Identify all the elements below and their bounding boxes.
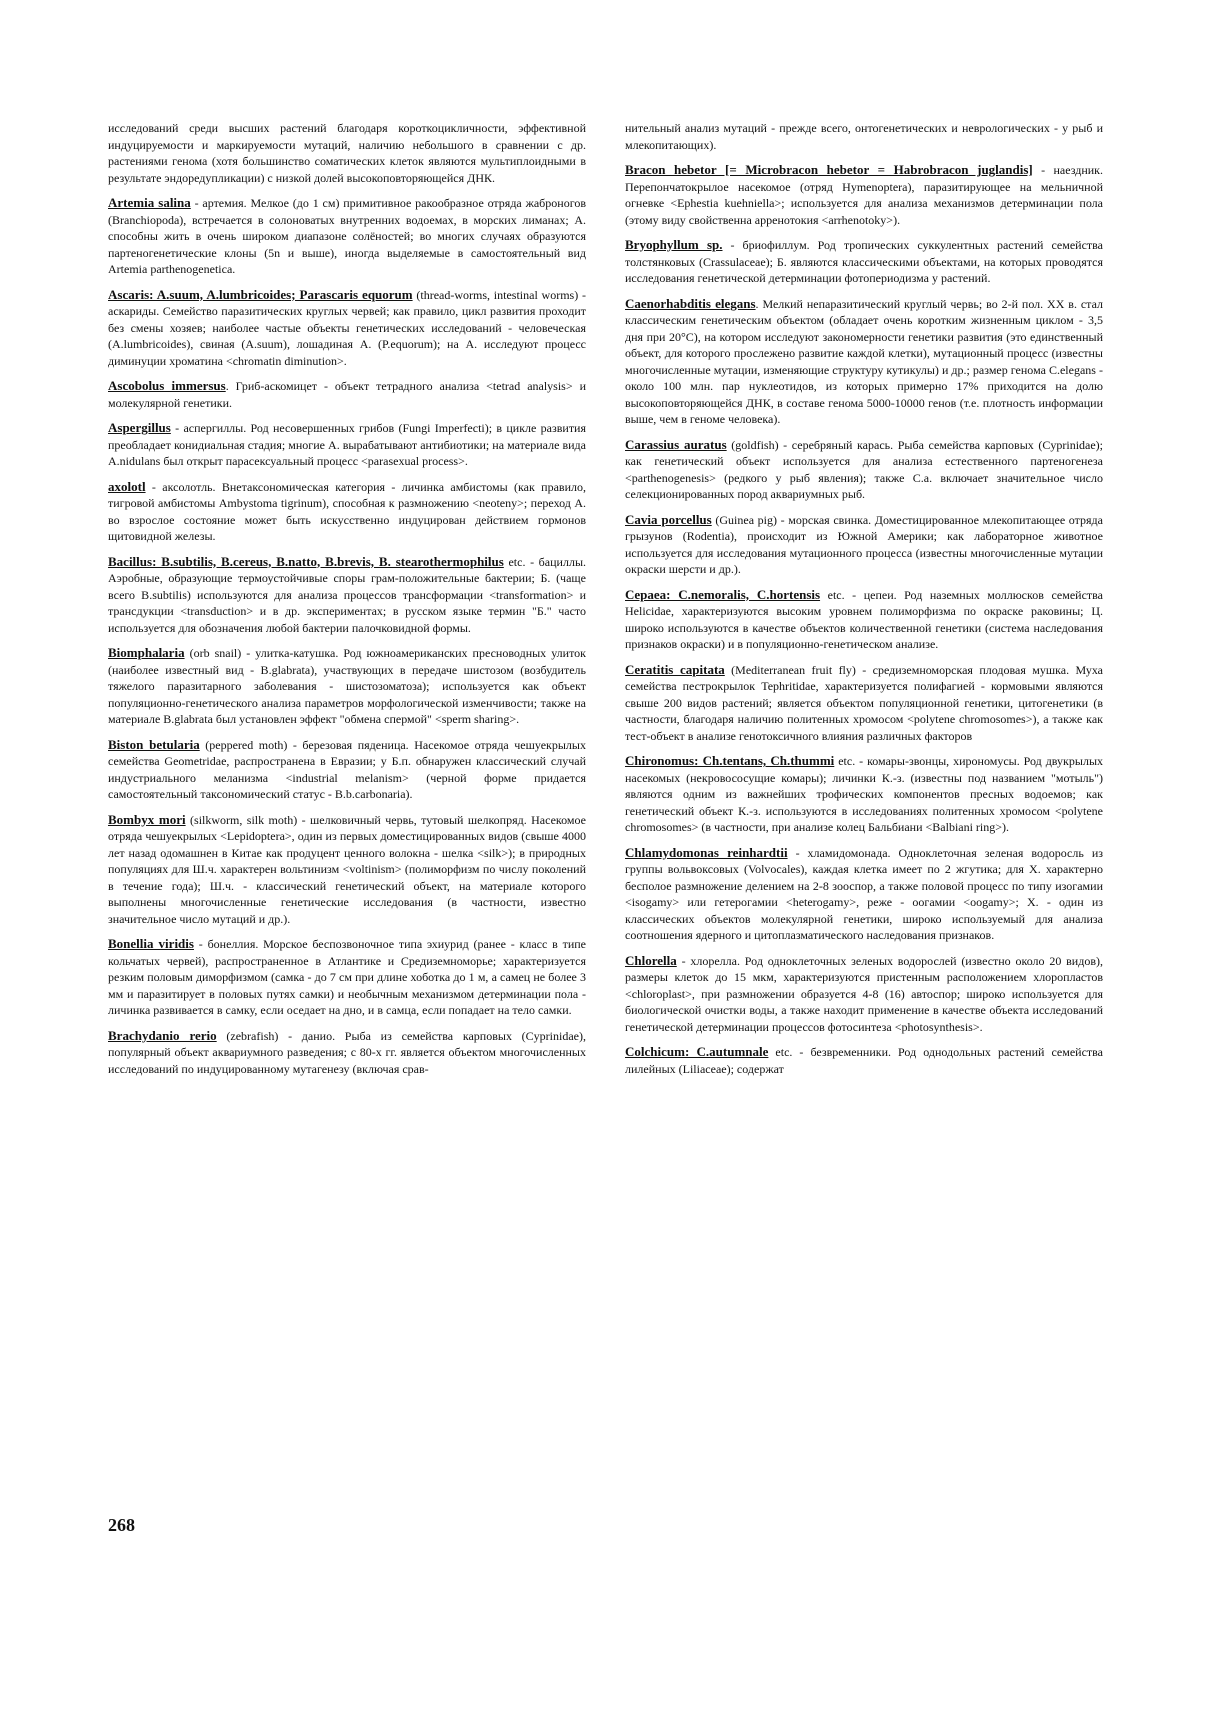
dictionary-entry — [625, 237, 1103, 287]
entry-definition: нительный анализ мутаций - прежде всего, онтогенетических и неврологических - у рыб и млекопитающих). — [625, 121, 1103, 152]
entry-term: Bacillus: B.subtilis, B.cereus, B.natto, B.brevis, B. stearothermophilus — [108, 553, 504, 569]
page-number: 268 — [108, 1515, 135, 1535]
dictionary-entry — [108, 287, 586, 370]
entry-term: Colchicum: C.autumnale — [625, 1044, 769, 1059]
entry-term: Biston betularia — [108, 736, 200, 752]
entry-definition: (goldfish) - серебряный карась. Рыба семейства карповых (Cyprinidae); как генетический объект используется для анализа естественного партеногенеза <parthenogenesis> (редкого у рыб явления); также С.а. включает значительное число селекционированных пород аквариумных рыб. — [625, 437, 1103, 501]
entry-definition: (Mediterranean fruit fly) - средиземноморская плодовая мушка. Муха семейства пестрокрылок Tephritidae, характеризуется полифагией - кормовыми являются свыше 200 видов растений; является объектом популяционной генетики, цитогенетики (в частности, благодаря наличию политенных хромосом <polytene chromosomes>), а также как тест-объект в анализе генотоксичного влияния различных факторов — [625, 662, 1103, 743]
dictionary-entry — [108, 420, 586, 470]
entry-term: Cepaea: C.nemoralis, C.hortensis — [625, 586, 821, 602]
dictionary-entry — [625, 120, 1103, 153]
entry-definition: (orb snail) - улитка-катушка. Род южноамериканских пресноводных улиток (наиболее известный вид - B.glabrata), участвующих в передаче шистозом (возбудитель тяжелого паразитарного заболевания - шистозоматоза); используется как объект популяционно-генетического анализа параметров морфологической изменчивости; также на материале B.glabrata был установлен эффект "обмена спермой" <sperm sharing>. — [108, 646, 586, 726]
entry-definition: (Guinea pig) - морская свинка. Доместицированное млекопитающее отряда грызунов (Rodentia), происходит из Южной Америки; как лабораторное животное используется для исследования мутационного процесса (известны многочисленные мутации окраски шерсти и др.). — [625, 512, 1103, 576]
entry-definition: - аспергиллы. Род несовершенных грибов (Fungi Imperfecti); в цикле развития преобладает конидиальная стадия; многие А. вырабатывают антибиотики; на материале вида A.nidulans был открыт парасексуальный процесс <parasexual process>. — [108, 421, 586, 468]
entry-definition: - наездник. Перепончатокрылое насекомое (отряд Hymenoptera), паразитирующее на мельничной огневке <Ephestia kuehniella>; используется для анализа механизмов детерминации пола (этому виду свойственна арренотокия <arrhenotoky>). — [625, 163, 1103, 227]
dictionary-entry — [108, 812, 586, 928]
dictionary-entry — [625, 437, 1103, 503]
dictionary-entry — [625, 162, 1103, 228]
dictionary-entry — [108, 1028, 586, 1078]
entry-term: Ceratitis capitata — [625, 661, 725, 677]
dictionary-entry — [108, 120, 586, 186]
entry-definition: etc. - безвременники. Род однодольных растений семейства лилейных (Liliaceae); содержат — [625, 1045, 1103, 1076]
dictionary-entry — [625, 662, 1103, 745]
entry-definition: исследований среди высших растений благодаря короткоцикличности, эффективной индуцируемости и маркируемости мутаций, наличию небольшого в сравнении с др. растениями генома (хотя большинство соматических клеток являются мультиплоидными в результате эндоредупликации) с низкой долей высокоповторяющейся ДНК. — [108, 121, 586, 185]
entry-definition: (thread-worms, intestinal worms) - аскариды. Семейство паразитических круглых червей; как правило, цикл развития проходит без смены хозяев; наиболее частые объекты генетических исследований - человеческая (A.lumbricoides), свиная (A.suum), лошадиная А. (P.equorum); на А. исследуют процесс диминуции хроматина <chromatin diminution>. — [108, 287, 586, 368]
entry-definition: - хлорелла. Род одноклеточных зеленых водорослей (известно около 20 видов), размеры клеток до 15 мкм, характеризуются пристенным расположением хлоропластов <chloroplast>, при размножении образуется 4-8 (16) автоспор; широко используется для биологической очистки воды, а также находит применение в качестве объекта исследований генетической детерминации процессов фотосинтеза <photosynthesis>. — [625, 953, 1103, 1034]
entry-definition: - хламидомонада. Одноклеточная зеленая водоросль из группы вольвоксовых (Volvocales), каждая клетка имеет по 2 жгутика; для Х. характерно бесполое размножение делением на 2-8 зооспор, а также половой процесс по типу изогамии <isogamy> или гетерогамии <heterogamy>, реже - оогамии <oogamy>; Х. - один из классических объектов молекулярной генетики, широко используемый для анализа соотношения ядерного и цитоплазматического наследования признаков. — [625, 845, 1103, 942]
entry-term: Aspergillus — [108, 420, 171, 435]
entry-term: Bonellia viridis — [108, 936, 194, 951]
entry-definition: (peppered moth) - березовая пяденица. Насекомое отряда чешуекрылых семейства Geometridae, распространена в Евразии; у Б.п. обнаружен классический случай индустриального меланизма <industrial melanism> (черной форме придается самостоятельный таксономический статус - B.b.carbonaria). — [108, 737, 586, 801]
dictionary-entry — [108, 936, 586, 1019]
entry-term: Chironomus: Ch.tentans, Ch.thummi — [625, 753, 835, 768]
dictionary-entry — [625, 587, 1103, 653]
entry-term: axolotl — [108, 478, 146, 494]
right-column — [625, 120, 1103, 1510]
dictionary-entry — [108, 737, 586, 803]
entry-term: Bryophyllum sp. — [625, 237, 723, 252]
dictionary-entry — [625, 845, 1103, 944]
entry-definition: - бонеллия. Морское беспозвоночное типа эхиурид (ранее - класс в типе кольчатых червей), распространенное в Атлантике и Средиземноморье; характеризуется резким половым диморфизмом (самка - до 7 см при длине хоботка до 1 м, а самец не более 3 мм и паразитирует в половых путях самки) и необычным механизмом детерминации пола - личинка развивается в самку, если оседает на дно, и в самца, если попадает на тело самки. — [108, 937, 586, 1017]
entry-definition: etc. - комары-звонцы, хирономусы. Род двукрылых насекомых (некровососущие комары); личинки К.-з. (известны под названием "мотыль") являются одним из важнейших трофических компонентов пресных водоемов; как генетический объект К.-з. используются в исследованиях политенных хромосом <polytene chromosomes> (в частности, при анализе колец Бальбиани <Balbiani ring>). — [625, 754, 1103, 834]
entry-term: Biomphalaria — [108, 645, 185, 660]
entry-definition: . Мелкий непаразитический круглый червь; во 2-й пол. XX в. стал классическим генетическим объектом (обладает очень коротким жизненным циклом - 3,5 дня при 20°C), на котором исследуют закономерности генетики развития (это единственный объект, для которого прослежено развитие каждой клетки), мутационный процесс (известны многочисленные мутации, изменяющие структуру кутикулы) и др.; размер генома C.elegans - около 100 млн. пар нуклеотидов, из которых примерно 17% приходится на долю высокоповторяющейся ДНК, в составе генома 5000-10000 генов (т.е. плотность информации выше, чем в геноме человека). — [625, 296, 1103, 426]
entry-term: Caenorhabditis elegans — [625, 295, 756, 311]
entry-definition: - аксолотль. Внетаксономическая категория - личинка амбистомы (как правило, тигровой амбистомы Ambystoma tigrinum), способная к размножению <neoteny>; переход А. во взрослое состояние может быть искусственно индуцирован действием гормонов щитовидной железы. — [108, 479, 586, 543]
entry-term: Ascobolus immersus — [108, 378, 226, 393]
dictionary-entry — [108, 378, 586, 411]
entry-definition: - артемия. Мелкое (до 1 см) примитивное ракообразное отряда жаброногов (Branchiopoda), встречается в солоноватых внутренних водоемах, в морских лиманах; А. способны жить в очень широком диапазоне солёностей; во многих случаях образуются партеногенетические клоны (5n и выше), иногда выделяемые в самостоятельный вид Artemia parthenogenetica. — [108, 196, 586, 276]
entry-term: Brachydanio rerio — [108, 1027, 217, 1043]
dictionary-entry — [625, 953, 1103, 1036]
entry-term: Carassius auratus — [625, 436, 727, 452]
entry-term: Ascaris: A.suum, A.lumbricoides; Parascaris equorum — [108, 286, 413, 302]
dictionary-entry — [108, 479, 586, 545]
dictionary-entry — [108, 195, 586, 278]
dictionary-entry — [625, 1044, 1103, 1077]
entry-definition: . Гриб-аскомицет - объект тетрадного анализа <tetrad analysis> и молекулярной генетики. — [108, 379, 586, 410]
dictionary-entry — [625, 753, 1103, 836]
dictionary-entry — [108, 554, 586, 637]
entry-term: Bombyx mori — [108, 811, 186, 827]
dictionary-entry — [108, 645, 586, 728]
entry-definition: etc. - бациллы. Аэробные, образующие термоустойчивые споры грам-положительные бактерии; Б. (чаще всего B.subtilis) используются для анализа процессов трансформации <transformation> и трансдукции <transduction> и в др. экспериментах; в русском языке термин "Б." часто используется для обозначения любой бактерии палочковидной формы. — [108, 554, 586, 635]
entry-definition: (silkworm, silk moth) - шелковичный червь, тутовый шелкопряд. Насекомое отряда чешуекрылых <Lepidoptera>, один из первых доместицированных видов (свыше 4000 лет назад одомашнен в Китае как продуцент ценного волокна - шелка <silk>); в природных популяциях для Ш.ч. характерен вольтинизм <voltinism> (полиморфизм по числу поколений в течение года); Ш.ч. - классический генетический объект, на материале которого выполнены многочисленные генетические исследования (в частности, известно значительное число мутаций и др.). — [108, 812, 586, 926]
entry-term: Cavia porcellus — [625, 511, 712, 527]
dictionary-entry — [625, 512, 1103, 578]
entry-term: Chlamydomonas reinhardtii — [625, 844, 788, 860]
entry-term: Chlorella — [625, 952, 677, 968]
entry-definition: (zebrafish) - данио. Рыба из семейства карповых (Cyprinidae), популярный объект аквариумного разведения; с 80-х гг. является объектом многочисленных исследований по индуцированному мутагенезу (включая срав- — [108, 1028, 586, 1076]
entry-definition: - бриофиллум. Род тропических суккулентных растений семейства толстянковых (Crassulaceae); Б. являются классическими объектами, на которых проводятся исследования генетической детерминации фотопериодизма у растений. — [625, 238, 1103, 285]
entry-term: Artemia salina — [108, 195, 191, 210]
entry-term: Bracon hebetor [= Microbracon hebetor = Habrobracon juglandis] — [625, 162, 1033, 177]
dictionary-entry — [625, 296, 1103, 428]
entry-definition: etc. - цепеи. Род наземных моллюсков семейства Helicidae, характеризуются высоким уровнем полиморфизма по окраске раковины; Ц. широко используются в качестве объектов количественной генетики (система наследования признаков окраски) и в популяционно-генетическом анализе. — [625, 587, 1103, 651]
left-column — [108, 120, 586, 1505]
